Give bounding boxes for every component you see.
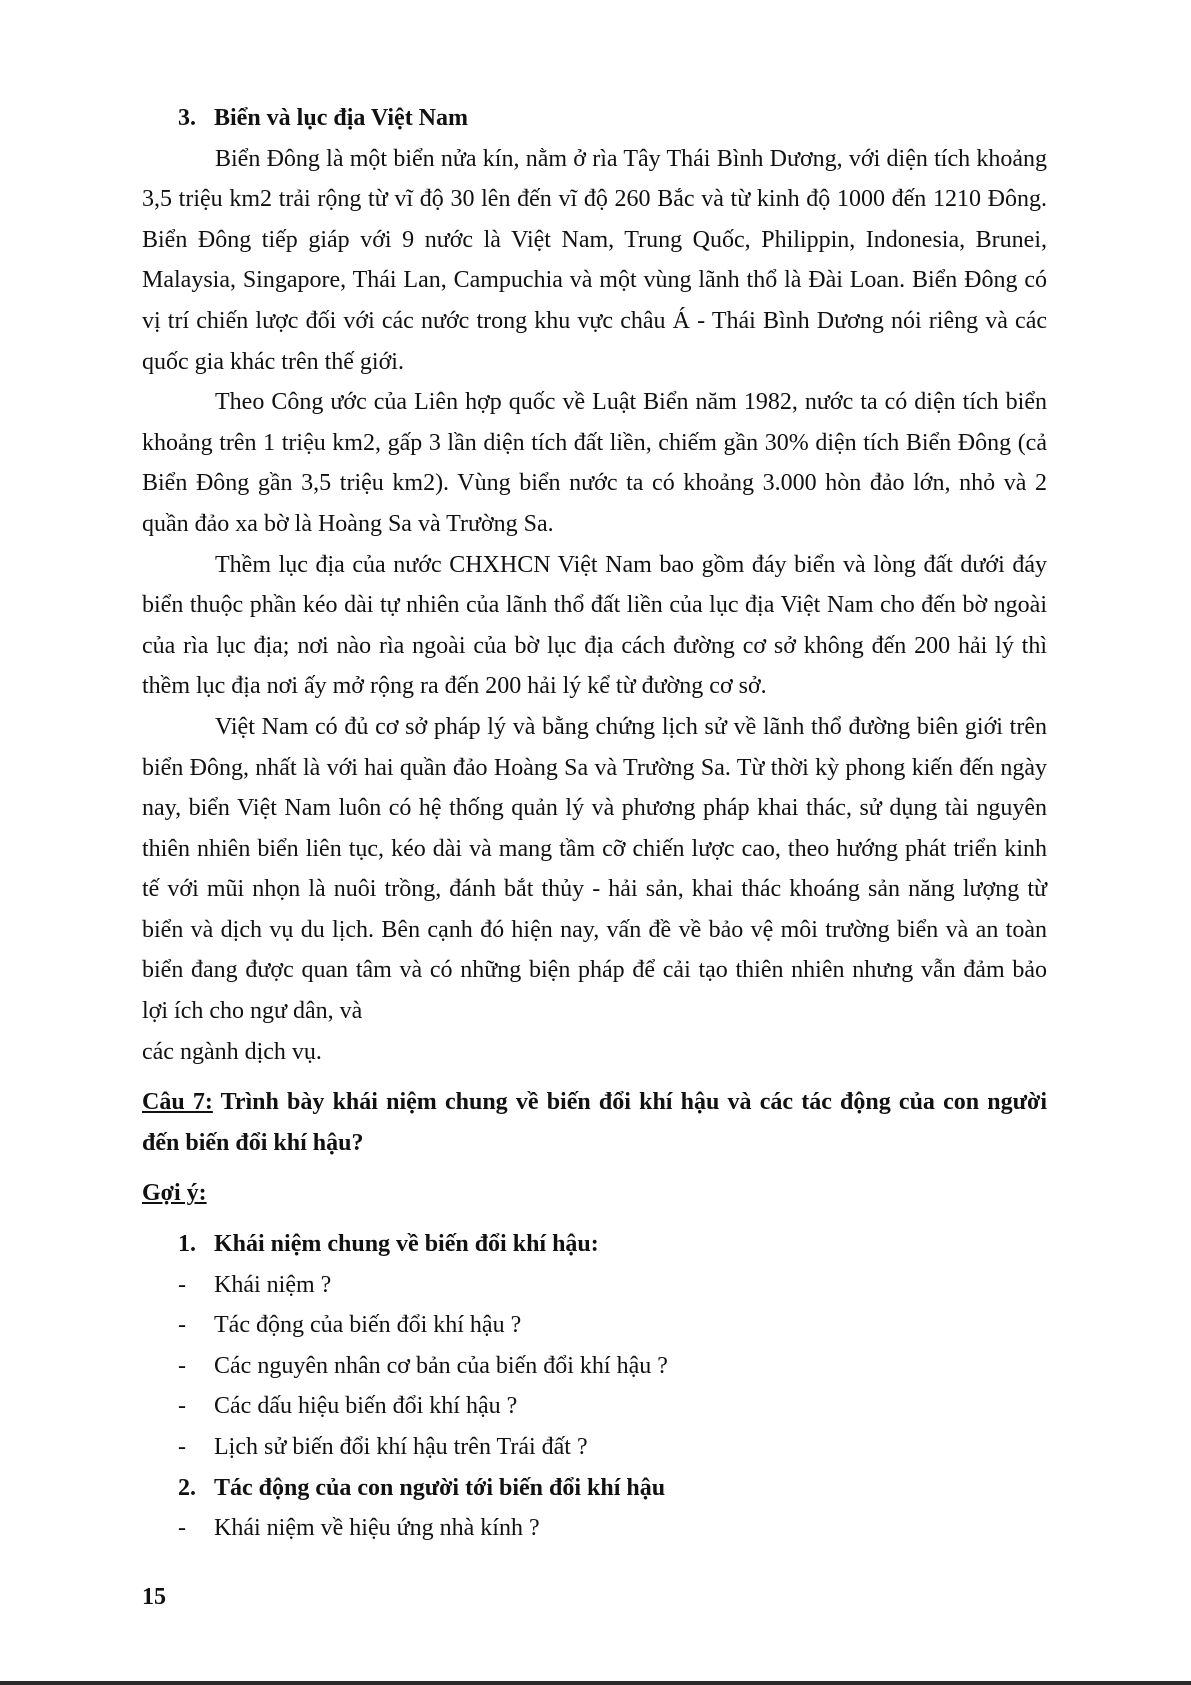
paragraph-continuation: các ngành dịch vụ. bbox=[142, 1038, 322, 1065]
bottom-rule bbox=[0, 1681, 1191, 1685]
paragraph-bien-dong: Biển Đông là một biển nửa kín, nằm ở rìa Tây Thái Bình Dương, với diện tích khoảng 3,5 triệu km2 trải rộng từ vĩ độ 30 lên đến vĩ độ 260 Bắc và từ kinh độ 1000 đến 1210 Đông. Biển Đông tiếp giáp với 9 nước là Việt Nam, Trung Quốc, Philippin, Indonesia, Brunei, Malaysia, Singapore, Thái Lan, Campuchia và một vùng lãnh thổ là Đài Loan. Biển Đông có vị trí chiến lược đối với các nước trong khu vực châu Á - Thái Bình Dương nói riêng và các quốc gia khác trên thế giới. bbox=[142, 145, 1047, 375]
outline-item-1-number: 1. bbox=[178, 1231, 196, 1258]
section-3-number: 3. bbox=[178, 105, 196, 131]
dash-marker: - bbox=[178, 1271, 186, 1298]
hint-label: Gợi ý: bbox=[142, 1180, 207, 1207]
page-content bbox=[142, 98, 1047, 1549]
list-item-text: Các dấu hiệu biến đổi khí hậu ? bbox=[214, 1393, 518, 1420]
question-7-label: Câu 7: bbox=[142, 1089, 213, 1116]
list-item-text: Khái niệm về hiệu ứng nhà kính ? bbox=[214, 1515, 540, 1542]
outline-item-1-heading bbox=[142, 1224, 1047, 1265]
list-item bbox=[142, 1305, 1047, 1346]
list-item bbox=[142, 1265, 1047, 1306]
dash-marker: - bbox=[178, 1352, 186, 1379]
dash-marker: - bbox=[178, 1393, 186, 1420]
list-item-text: Các nguyên nhân cơ bản của biến đổi khí hậu ? bbox=[214, 1352, 668, 1379]
list-item bbox=[142, 1346, 1047, 1387]
question-7 bbox=[142, 1082, 1047, 1163]
paragraph-them-luc-dia: Thềm lục địa của nước CHXHCN Việt Nam bao gồm đáy biển và lòng đất dưới đáy biển thuộc phần kéo dài tự nhiên của lãnh thổ đất liền của lục địa Việt Nam cho đến bờ ngoài của rìa lục địa; nơi nào rìa ngoài của bờ lục địa cách đường cơ sở không đến 200 hải lý thì thềm lục địa nơi ấy mở rộng ra đến 200 hải lý kể từ đường cơ sở. bbox=[142, 551, 1047, 700]
outline-item-2-heading bbox=[142, 1468, 1047, 1509]
section-3-title: Biển và lục địa Việt Nam bbox=[214, 105, 469, 131]
list-item-text: Khái niệm ? bbox=[214, 1271, 332, 1298]
outline-item-2-number: 2. bbox=[178, 1474, 196, 1501]
list-item-text: Lịch sử biến đổi khí hậu trên Trái đất ? bbox=[214, 1434, 588, 1460]
outline-item-1-title: Khái niệm chung về biến đổi khí hậu: bbox=[214, 1231, 599, 1258]
dash-marker: - bbox=[178, 1434, 186, 1460]
question-7-text: Trình bày khái niệm chung về biến đổi khí hậu và các tác động của con người đến biến đổi khí hậu? bbox=[142, 1089, 1048, 1156]
paragraph-co-so-phap-ly: Việt Nam có đủ cơ sở pháp lý và bằng chứng lịch sử về lãnh thổ đường biên giới trên biển Đông, nhất là với hai quần đảo Hoàng Sa và Trường Sa. Từ thời kỳ phong kiến đến ngày nay, biển Việt Nam luôn có hệ thống quản lý và phương pháp khai thác, sử dụng tài nguyên thiên nhiên biển liên tục, kéo dài và mang tầm cỡ chiến lược cao, theo hướng phát triển kinh tế với mũi nhọn là nuôi trồng, đánh bắt thủy - hải sản, khai thác khoáng sản năng lượng từ biển và dịch vụ du lịch. Bên cạnh đó hiện nay, vấn đề về bảo vệ môi trường biển và an toàn biển đang được quan tâm và có những biện pháp để cải tạo thiên nhiên nhưng vẫn đảm bảo lợi ích cho ngư dân, và bbox=[142, 713, 1047, 1025]
section-3-heading bbox=[142, 98, 1047, 139]
list-item bbox=[142, 1386, 1047, 1427]
dash-marker: - bbox=[178, 1312, 186, 1339]
paragraph-cong-uoc: Theo Công ước của Liên hợp quốc về Luật Biển năm 1982, nước ta có diện tích biển khoảng trên 1 triệu km2, gấp 3 lần diện tích đất liền, chiếm gần 30% diện tích Biển Đông (cả Biển Đông gần 3,5 triệu km2). Vùng biển nước ta có khoảng 3.000 hòn đảo lớn, nhỏ và 2 quần đảo xa bờ là Hoàng Sa và Trường Sa. bbox=[142, 389, 1047, 537]
list-item bbox=[142, 1427, 1047, 1468]
list-item bbox=[142, 1508, 1047, 1549]
dash-marker: - bbox=[178, 1515, 186, 1542]
outline-item-2-title: Tác động của con người tới biến đổi khí hậu bbox=[214, 1474, 666, 1501]
page-number: 15 bbox=[142, 1584, 166, 1610]
outline bbox=[142, 1224, 1047, 1549]
list-item-text: Tác động của biến đổi khí hậu ? bbox=[214, 1312, 522, 1339]
